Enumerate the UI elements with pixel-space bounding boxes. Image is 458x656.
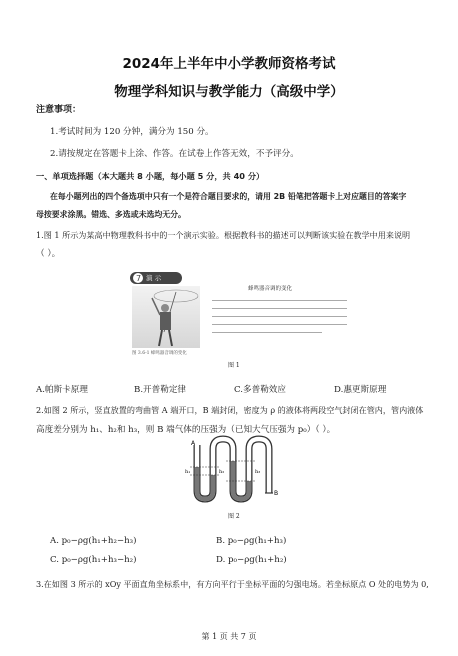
q3-stem-line1: 3.在如图 3 所示的 xOy 平面直角坐标系中，有方向平行于坐标平面的匀强电场。若坐标原点 O 处的电势为 0,	[36, 579, 429, 589]
q2-stem-line2: 高度差分别为 h₁、h₂和 h₃，则 B 端气体的压强为（已知大气压强为 p₀）（ ）。	[36, 425, 336, 435]
demo-icon	[132, 272, 144, 284]
figure-1	[120, 272, 355, 356]
notice-item-2: 2.请按规定在答题卡上涂、作答。在试卷上作答无效，不予评分。	[50, 149, 299, 159]
figure2-label: 图 2	[228, 513, 240, 520]
q1-option-c: C.多普勒效应	[234, 385, 286, 395]
q2-option-d: D. p₀−ρg(h₁+h₂)	[216, 555, 287, 565]
label-h3: h₃	[255, 469, 261, 475]
q1-stem-line1: 1.图 1 所示为某高中物理教科书中的一个演示实验。根据教科书的描述可以判断该实验在教学中用来说明	[36, 230, 411, 240]
text-line	[212, 316, 347, 317]
text-line	[212, 308, 347, 309]
person-swinging-buzzer-illustration	[132, 286, 200, 348]
q2-option-a: A. p₀−ρg(h₁+h₂−h₃)	[50, 536, 137, 546]
q1-option-a: A.帕斯卡原理	[36, 385, 88, 395]
text-line	[212, 324, 347, 325]
figure1-caption: 图 3.6-1 蜂鸣器音调的变化	[132, 351, 187, 356]
figure-2-bent-tube-diagram	[183, 433, 285, 503]
q1-option-d: D.惠更斯原理	[334, 385, 387, 395]
q1-stem-line2: （ ）。	[36, 249, 61, 259]
demo-badge-label: 演 示	[146, 274, 162, 282]
label-h2: h₂	[219, 469, 225, 475]
q2-option-c: C. p₀−ρg(h₁+h₃−h₂)	[50, 555, 137, 565]
label-b: B	[274, 490, 279, 497]
figure1-heading: 蜂鸣器音调的变化	[248, 286, 293, 292]
q2-stem-line1: 2.如图 2 所示，竖直放置的弯曲管 A 端开口，B 端封闭，密度为 ρ 的液体将两段空气封闭在管内，管内液体	[36, 405, 424, 415]
section1-heading: 一、单项选择题（本大题共 8 小题，每小题 5 分，共 40 分）	[36, 171, 265, 181]
q1-option-b: B.开普勒定律	[134, 385, 187, 395]
figure1-label: 图 1	[228, 362, 240, 369]
notice-item-1: 1.考试时间为 120 分钟，满分为 150 分。	[50, 127, 214, 137]
exam-subtitle: 物理学科知识与教学能力（高级中学）	[114, 84, 344, 100]
text-line	[212, 332, 322, 333]
page-number: 第 1 页 共 7 页	[201, 632, 257, 641]
section1-instruction-line2: 母按要求涂黑。错选、多选或未选均无分。	[36, 210, 186, 219]
svg-text:7: 7	[136, 274, 142, 283]
text-line	[212, 300, 347, 301]
buzzer-photo	[132, 286, 200, 348]
exam-title: 2024年上半年中小学教师资格考试	[122, 56, 336, 72]
label-h1: h₁	[185, 469, 191, 475]
demo-badge	[130, 272, 182, 284]
section1-instruction-line1: 在每小题列出的四个备选项中只有一个是符合题目要求的，请用 2B 铅笔把答题卡上对应题目的答案字	[50, 192, 407, 201]
q2-option-b: B. p₀−ρg(h₁+h₃)	[216, 536, 287, 546]
notice-heading: 注意事项：	[36, 105, 82, 115]
label-a: A	[191, 440, 196, 447]
